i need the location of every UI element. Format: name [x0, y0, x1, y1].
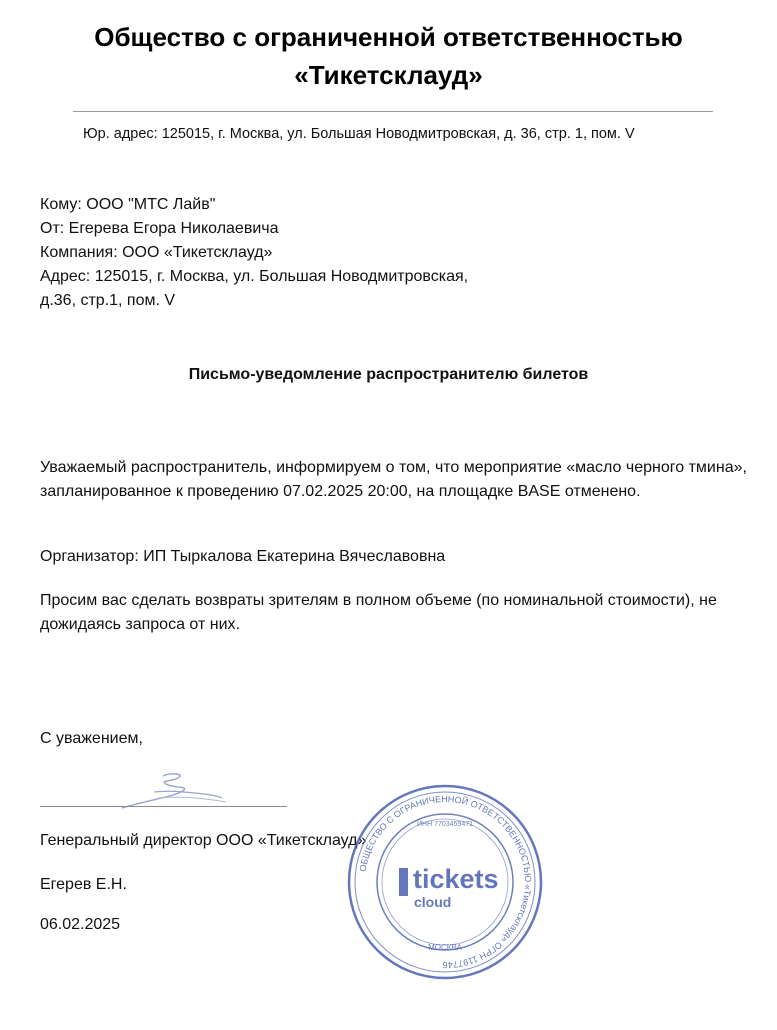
company-stamp [345, 782, 545, 987]
company-title-line1: Общество с ограниченной ответственностью [94, 22, 683, 52]
header-divider [73, 111, 713, 112]
stamp-city: МОСКВА [428, 943, 462, 952]
stamp-logo-word2: cloud [414, 894, 452, 910]
body-paragraph-1: Уважаемый распространитель, информируем о том, что мероприятие «масло черного тмина», запланированное к проведению 07.02.2025 20:00, на площадке BASE отменено. [40, 459, 747, 500]
closing-phrase: С уважением, [40, 730, 143, 747]
company-title-line2: «Тикетсклауд» [294, 60, 483, 90]
signer-position: Генеральный директор ООО «Тикетсклауд» [40, 832, 367, 849]
handwritten-signature [108, 768, 238, 819]
recipient-address-line2: д.36, стр.1, пом. V [40, 292, 176, 309]
legal-address: Юр. адрес: 125015, г. Москва, ул. Большая Новодмитровская, д. 36, стр. 1, пом. V [83, 126, 635, 142]
company-title [0, 18, 777, 94]
stamp-logo-mark-icon [399, 868, 408, 896]
letter-subject: Письмо-уведомление распространителю билетов [188, 366, 589, 383]
signer-name: Егерев Е.Н. [40, 876, 127, 893]
stamp-logo-word1: tickets [413, 864, 499, 894]
stamp-inn: ИНН 7703459471 [416, 821, 474, 828]
signature-line [40, 806, 287, 807]
recipient-address-line1: Адрес: 125015, г. Москва, ул. Большая Новодмитровская, [40, 268, 469, 285]
recipient-from: От: Егерева Егора Николаевича [40, 220, 279, 237]
recipient-to: Кому: ООО "МТС Лайв" [40, 196, 216, 213]
recipient-company: Компания: ООО «Тикетсклауд» [40, 244, 273, 261]
body-paragraph-3: Просим вас сделать возвраты зрителям в полном объеме (по номинальной стоимости), не дожидаясь запроса от них. [40, 592, 717, 633]
body-paragraph-2: Организатор: ИП Тыркалова Екатерина Вячеславовна [40, 548, 446, 565]
recipient-block [40, 193, 468, 313]
stamp-ring-text: ОБЩЕСТВО С ОГРАНИЧЕННОЙ ОТВЕТСТВЕННОСТЬЮ «Тикетсклауд» ОГРН 1197746 [357, 793, 534, 971]
letter-date: 06.02.2025 [40, 916, 121, 933]
